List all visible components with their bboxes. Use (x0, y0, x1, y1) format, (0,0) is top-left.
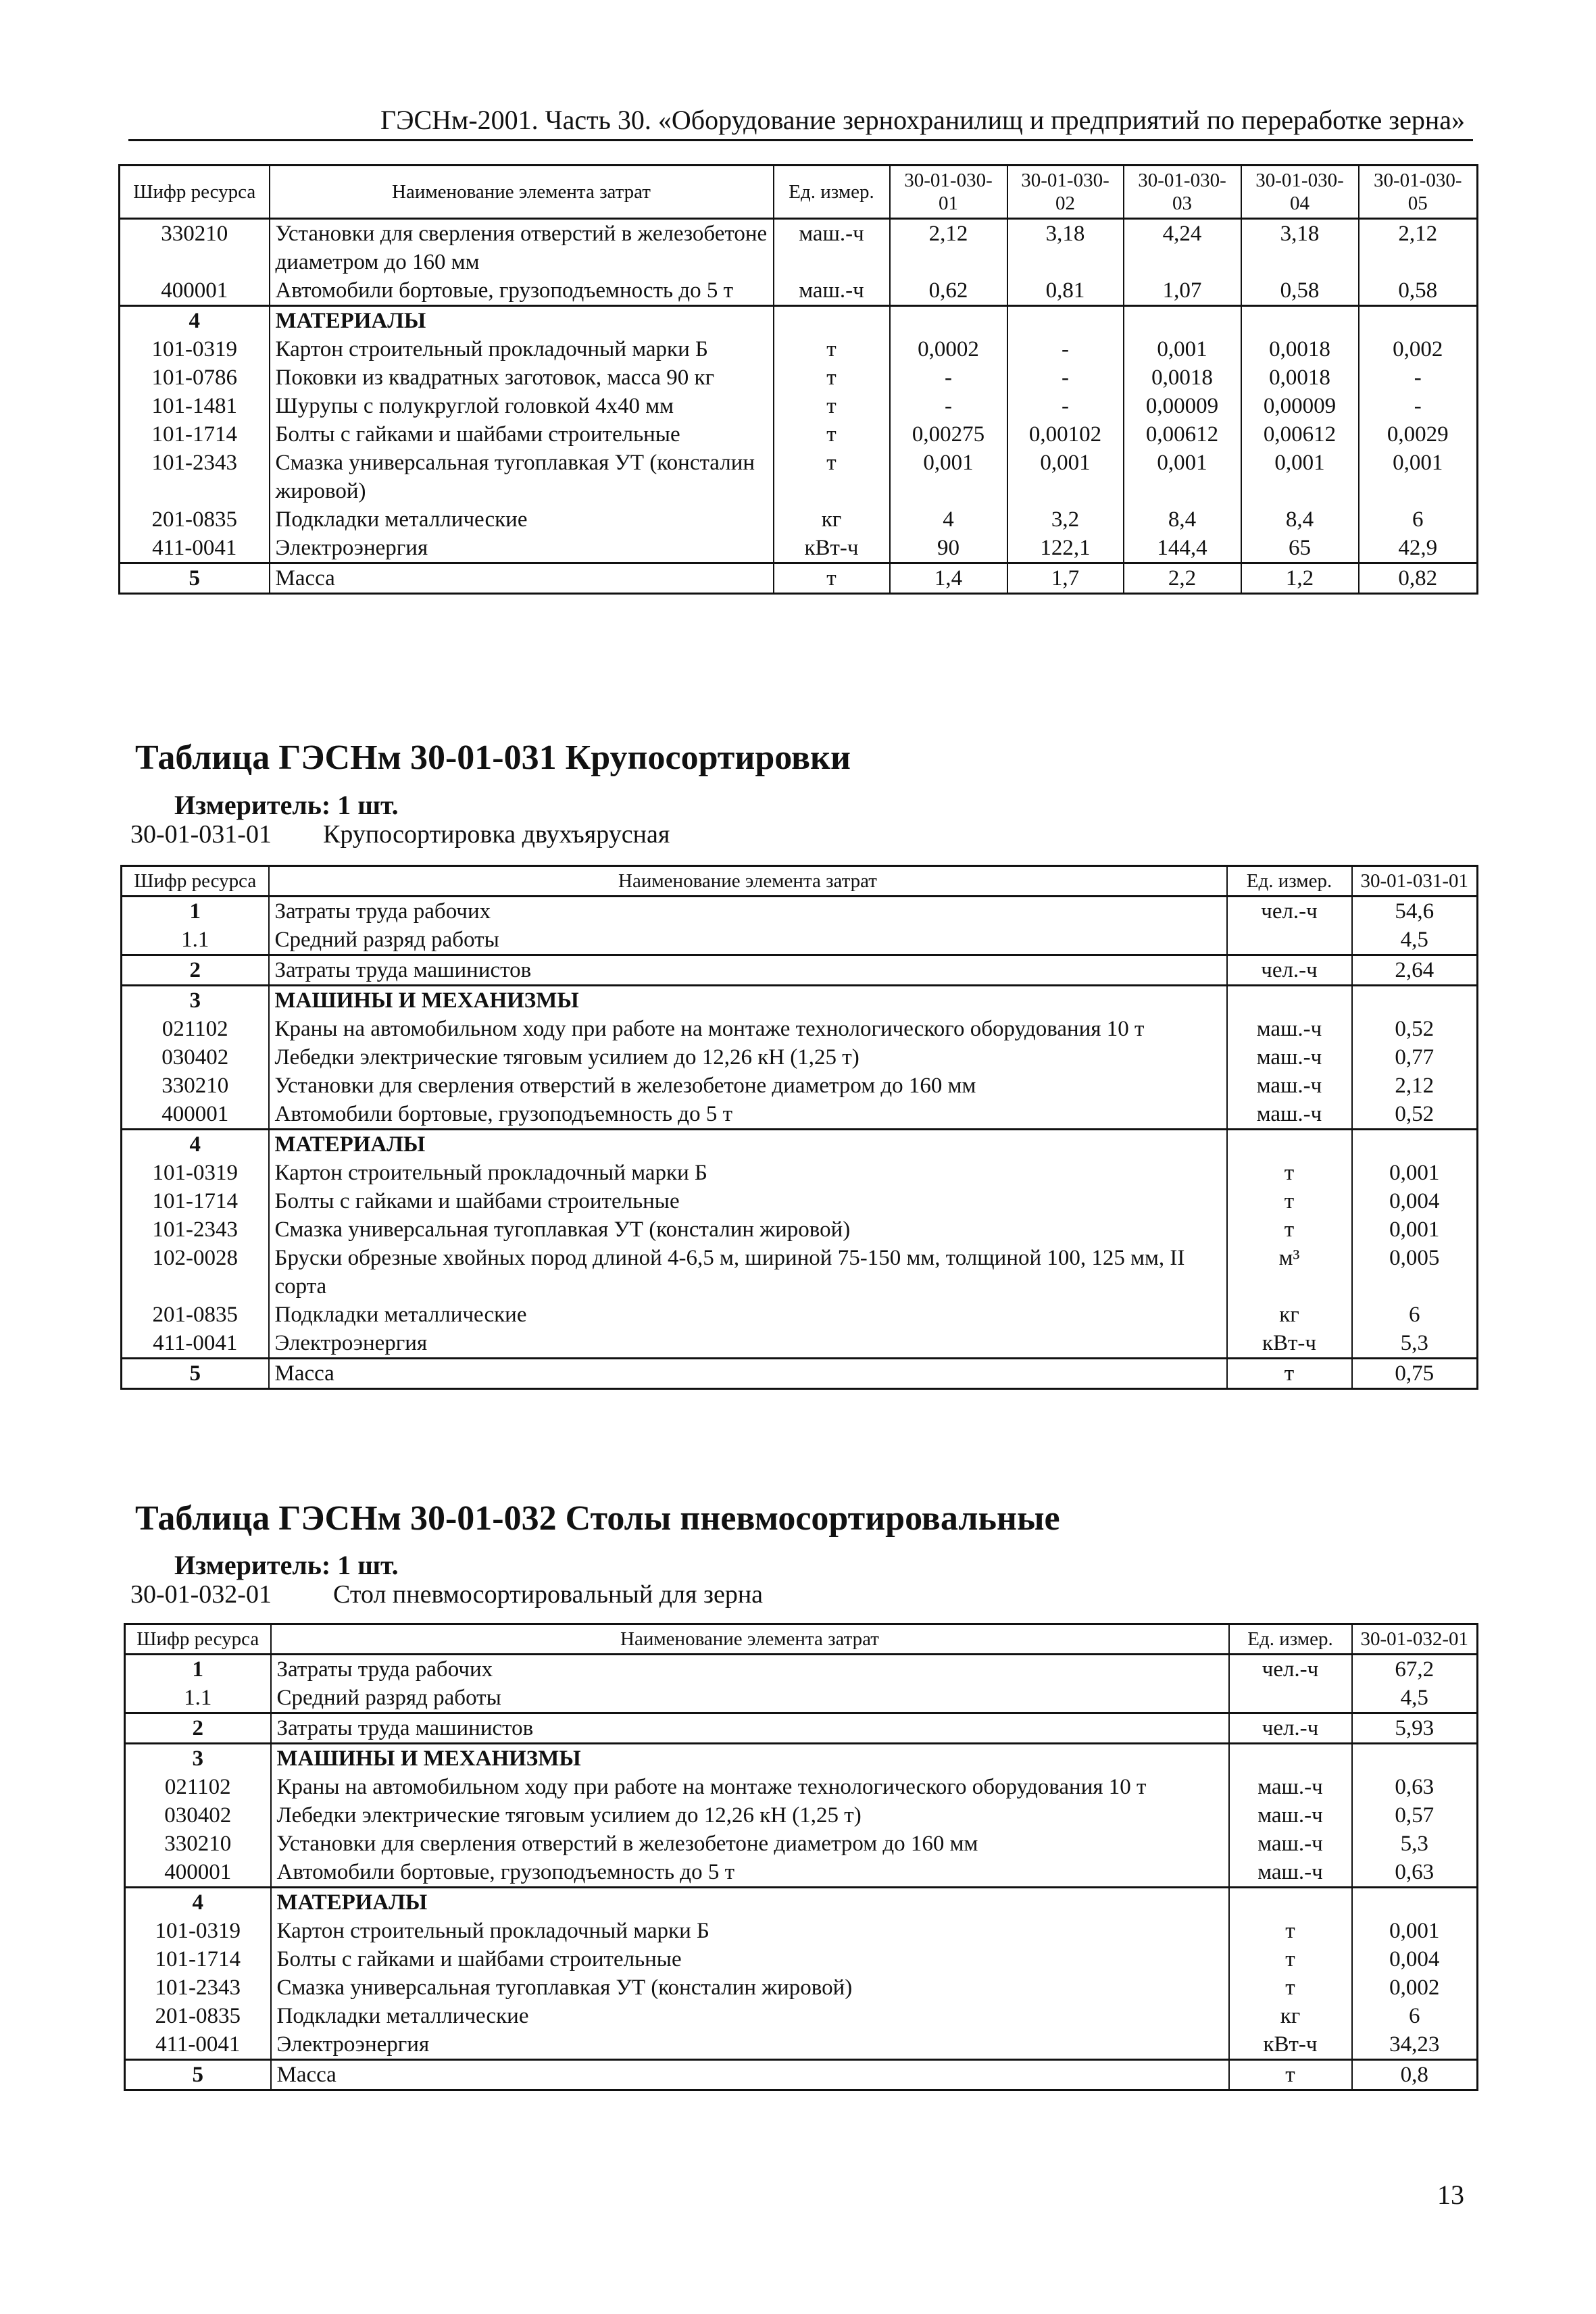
table-cell: Смазка универсальная тугоплавкая УТ (консталин жировой) (269, 1215, 1227, 1244)
table-cell: чел.-ч (1229, 1655, 1352, 1684)
table-cell: кг (1229, 2002, 1352, 2030)
table-cell: 101-1714 (125, 1945, 271, 1973)
table-cell: т (774, 420, 890, 449)
table-cell: маш.-ч (1229, 1858, 1352, 1888)
table-row (120, 335, 1478, 363)
table-cell: 021102 (125, 1773, 271, 1801)
table-cell: маш.-ч (1229, 1801, 1352, 1830)
table-cell: Бруски обрезные хвойных пород длиной 4-6,5 м, шириной 75-150 мм, толщиной 100, 125 мм, II сорта (269, 1244, 1227, 1301)
table-cell: 021102 (122, 1015, 269, 1043)
table-cell (1229, 1888, 1352, 1917)
table-row (125, 2060, 1478, 2090)
col-header: Наименование элемента затрат (271, 1624, 1229, 1655)
table-cell: 0,001 (1352, 1215, 1478, 1244)
table-cell: маш.-ч (1227, 1043, 1352, 1072)
table-cell: 2,2 (1124, 563, 1241, 594)
table-cell: 0,52 (1352, 1015, 1478, 1043)
table-row (122, 897, 1478, 926)
table-cell: МАШИНЫ И МЕХАНИЗМЫ (269, 986, 1227, 1015)
table-cell: - (1359, 392, 1478, 420)
table-cell: 5,3 (1352, 1830, 1478, 1858)
table-cell: 0,001 (1352, 1159, 1478, 1187)
table-cell: 0,82 (1359, 563, 1478, 594)
table-30-01-030 (118, 164, 1478, 595)
table-row (122, 955, 1478, 986)
table-cell: 6 (1359, 505, 1478, 534)
measure-label: Измеритель: 1 шт. (174, 790, 399, 820)
table-row (125, 1684, 1478, 1713)
table-cell: Лебедки электрические тяговым усилием до 12,26 кН (1,25 т) (271, 1801, 1229, 1830)
table-cell: Подкладки металлические (269, 1301, 1227, 1329)
table-cell: 0,001 (1241, 449, 1359, 505)
table-header (122, 866, 1478, 897)
table-30-01-031 (120, 865, 1478, 1390)
table-cell: МАТЕРИАЛЫ (270, 306, 774, 336)
table-cell: маш.-ч (774, 219, 890, 277)
table-cell: Затраты труда машинистов (269, 955, 1227, 986)
table-cell: 400001 (125, 1858, 271, 1888)
table-cell: - (1007, 392, 1124, 420)
table-cell: т (774, 335, 890, 363)
table-cell: Картон строительный прокладочный марки Б (270, 335, 774, 363)
table-cell: 1,4 (890, 563, 1007, 594)
table-cell: 201-0835 (120, 505, 270, 534)
table-cell: 0,001 (890, 449, 1007, 505)
table-cell: 030402 (125, 1801, 271, 1830)
table-cell: 1 (125, 1655, 271, 1684)
table-cell: 5 (125, 2060, 271, 2090)
table-cell: т (1229, 1945, 1352, 1973)
table-cell: кВт-ч (1229, 2030, 1352, 2060)
table-cell: 0,0018 (1124, 363, 1241, 392)
table-cell: кг (774, 505, 890, 534)
table-row (125, 2002, 1478, 2030)
table-cell: Картон строительный прокладочный марки Б (269, 1159, 1227, 1187)
table-row (120, 505, 1478, 534)
table-cell: - (1007, 363, 1124, 392)
table-cell: 0,57 (1352, 1801, 1478, 1830)
table-cell: маш.-ч (1229, 1830, 1352, 1858)
table-row (125, 1888, 1478, 1917)
table-cell: Средний разряд работы (271, 1684, 1229, 1713)
table-cell: МАТЕРИАЛЫ (269, 1130, 1227, 1159)
table-cell (1352, 1888, 1478, 1917)
table-cell: 0,52 (1352, 1100, 1478, 1130)
col-header: 30-01-030-02 (1007, 166, 1124, 219)
table-cell: МАТЕРИАЛЫ (271, 1888, 1229, 1917)
table-cell: маш.-ч (1227, 1015, 1352, 1043)
table-cell: 400001 (122, 1100, 269, 1130)
table-cell: 2 (122, 955, 269, 986)
col-header: 30-01-030-05 (1359, 166, 1478, 219)
table-cell: Смазка универсальная тугоплавкая УТ (консталин жировой) (270, 449, 774, 505)
col-header: Ед. измер. (1227, 866, 1352, 897)
measure-label: Измеритель: 1 шт. (174, 1550, 399, 1580)
table-cell: маш.-ч (1227, 1100, 1352, 1130)
table-cell: 0,00612 (1124, 420, 1241, 449)
table-cell: 5,3 (1352, 1329, 1478, 1359)
table-cell: Шурупы с полукруглой головкой 4х40 мм (270, 392, 774, 420)
table-cell: Автомобили бортовые, грузоподъемность до 5 т (270, 276, 774, 306)
table-row (125, 1945, 1478, 1973)
table-cell: 0,75 (1352, 1359, 1478, 1389)
table-cell: Лебедки электрические тяговым усилием до 12,26 кН (1,25 т) (269, 1043, 1227, 1072)
table-cell: 0,58 (1359, 276, 1478, 306)
table-cell: 0,8 (1352, 2060, 1478, 2090)
col-header: 30-01-030-03 (1124, 166, 1241, 219)
table-cell: т (1229, 1917, 1352, 1945)
table-cell: 8,4 (1241, 505, 1359, 534)
col-header: Наименование элемента затрат (269, 866, 1227, 897)
table-row (120, 534, 1478, 563)
table-cell: 0,004 (1352, 1187, 1478, 1215)
table-cell: 400001 (120, 276, 270, 306)
table-cell: 54,6 (1352, 897, 1478, 926)
table-cell: Затраты труда машинистов (271, 1713, 1229, 1744)
table-cell: т (1229, 2060, 1352, 2090)
table-row (125, 2030, 1478, 2060)
table-cell: 0,0002 (890, 335, 1007, 363)
table-cell: т (1227, 1187, 1352, 1215)
norm-subtitle (130, 820, 670, 849)
table-row (122, 1215, 1478, 1244)
table-cell: маш.-ч (1229, 1773, 1352, 1801)
table-cell: 0,001 (1007, 449, 1124, 505)
table-cell: 1,2 (1241, 563, 1359, 594)
table-cell (1229, 1684, 1352, 1713)
table-cell: 3 (122, 986, 269, 1015)
table-cell: 34,23 (1352, 2030, 1478, 2060)
col-header: Ед. измер. (774, 166, 890, 219)
col-header: 30-01-031-01 (1352, 866, 1478, 897)
table-cell: 3,18 (1241, 219, 1359, 277)
table-cell: 0,0029 (1359, 420, 1478, 449)
table-cell: 1,7 (1007, 563, 1124, 594)
table-row (125, 1713, 1478, 1744)
table-cell: 101-2343 (122, 1215, 269, 1244)
table-cell: - (1007, 335, 1124, 363)
table-cell: 0,002 (1359, 335, 1478, 363)
table-cell: 5 (122, 1359, 269, 1389)
table-row (122, 926, 1478, 955)
table-cell: Краны на автомобильном ходу при работе на монтаже технологического оборудования 10 т (269, 1015, 1227, 1043)
table-30-01-032 (124, 1623, 1478, 2091)
norm-code: 30-01-031-01 (130, 820, 272, 849)
table-cell (1227, 986, 1352, 1015)
table-row (122, 1244, 1478, 1301)
table-cell: 0,63 (1352, 1773, 1478, 1801)
running-header (128, 99, 1473, 141)
table-cell: 101-1714 (120, 420, 270, 449)
table-cell: 2,64 (1352, 955, 1478, 986)
table-row (125, 1744, 1478, 1774)
table-cell: Болты с гайками и шайбами строительные (269, 1187, 1227, 1215)
norm-name: Стол пневмосортировальный для зерна (333, 1580, 764, 1609)
table-cell: 1.1 (125, 1684, 271, 1713)
table-row (120, 363, 1478, 392)
table-cell (1227, 926, 1352, 955)
norm-code: 30-01-032-01 (130, 1580, 272, 1609)
col-header: 30-01-030-01 (890, 166, 1007, 219)
table-cell: т (1229, 1973, 1352, 2002)
table-row (120, 420, 1478, 449)
table-cell: - (890, 363, 1007, 392)
table-cell: 101-2343 (120, 449, 270, 505)
table-cell: Масса (269, 1359, 1227, 1389)
table-cell: т (1227, 1159, 1352, 1187)
table-cell: 0,00275 (890, 420, 1007, 449)
table-row (125, 1801, 1478, 1830)
table-cell: Болты с гайками и шайбами строительные (271, 1945, 1229, 1973)
table-cell: 4,24 (1124, 219, 1241, 277)
table-cell: 0,77 (1352, 1043, 1478, 1072)
table-cell: кг (1227, 1301, 1352, 1329)
table-cell: Установки для сверления отверстий в железобетоне диаметром до 160 мм (269, 1072, 1227, 1100)
table-cell: 1.1 (122, 926, 269, 955)
table-title: Таблица ГЭСНм 30-01-032 Столы пневмосортировальные (135, 1499, 1060, 1538)
table-cell: Установки для сверления отверстий в железобетоне диаметром до 160 мм (271, 1830, 1229, 1858)
table-title: Таблица ГЭСНм 30-01-031 Крупосортировки (135, 738, 851, 777)
table-cell: 2 (125, 1713, 271, 1744)
table-row (122, 1187, 1478, 1215)
table-cell: маш.-ч (1227, 1072, 1352, 1100)
norm-subtitle (130, 1580, 763, 1609)
table-cell: Масса (270, 563, 774, 594)
table-row (125, 1917, 1478, 1945)
table-cell: 67,2 (1352, 1655, 1478, 1684)
table-row (125, 1858, 1478, 1888)
table-cell: Электроэнергия (270, 534, 774, 563)
table-cell: - (890, 392, 1007, 420)
table-cell: 3 (125, 1744, 271, 1774)
table-cell: Болты с гайками и шайбами строительные (270, 420, 774, 449)
table-cell: 4 (125, 1888, 271, 1917)
table-cell: Автомобили бортовые, грузоподъемность до 5 т (271, 1858, 1229, 1888)
table-cell (1352, 986, 1478, 1015)
table-cell: 6 (1352, 1301, 1478, 1329)
table-cell: 5 (120, 563, 270, 594)
table-cell: 4,5 (1352, 1684, 1478, 1713)
table-cell: 42,9 (1359, 534, 1478, 563)
table-header (125, 1624, 1478, 1655)
table-cell (1359, 306, 1478, 336)
table-row (120, 449, 1478, 505)
table-cell: 0,001 (1124, 449, 1241, 505)
table-cell: Затраты труда рабочих (269, 897, 1227, 926)
table-cell: 8,4 (1124, 505, 1241, 534)
table-cell: МАШИНЫ И МЕХАНИЗМЫ (271, 1744, 1229, 1774)
table-row (120, 392, 1478, 420)
table-cell: 0,001 (1352, 1917, 1478, 1945)
table-cell: Смазка универсальная тугоплавкая УТ (консталин жировой) (271, 1973, 1229, 2002)
table-cell (1007, 306, 1124, 336)
table-cell: 101-0319 (125, 1917, 271, 1945)
table-cell: м³ (1227, 1244, 1352, 1301)
table-row (122, 986, 1478, 1015)
table-cell: 4 (890, 505, 1007, 534)
table-cell: Краны на автомобильном ходу при работе на монтаже технологического оборудования 10 т (271, 1773, 1229, 1801)
table-row (120, 276, 1478, 306)
table-cell: 101-1714 (122, 1187, 269, 1215)
table-cell: Средний разряд работы (269, 926, 1227, 955)
table-cell: Подкладки металлические (271, 2002, 1229, 2030)
table-cell: 2,12 (1352, 1072, 1478, 1100)
table-cell: 2,12 (890, 219, 1007, 277)
table-cell: 6 (1352, 2002, 1478, 2030)
table-cell: т (774, 363, 890, 392)
table-cell (1352, 1744, 1478, 1774)
table-cell: Установки для сверления отверстий в железобетоне диаметром до 160 мм (270, 219, 774, 277)
table-cell: т (1227, 1359, 1352, 1389)
table-cell: т (774, 563, 890, 594)
table-cell: 101-0319 (122, 1159, 269, 1187)
table-cell: 0,00009 (1241, 392, 1359, 420)
table-cell: 1,07 (1124, 276, 1241, 306)
table-cell: 0,00612 (1241, 420, 1359, 449)
table-cell (774, 306, 890, 336)
table-row (125, 1773, 1478, 1801)
table-cell: т (774, 392, 890, 420)
table-cell: 030402 (122, 1043, 269, 1072)
page-number: 13 (1437, 2180, 1464, 2210)
table-cell: 0,001 (1359, 449, 1478, 505)
col-header: Наименование элемента затрат (270, 166, 774, 219)
table-cell: Автомобили бортовые, грузоподъемность до 5 т (269, 1100, 1227, 1130)
table-row (120, 219, 1478, 277)
table-row (122, 1301, 1478, 1329)
table-cell: 4,5 (1352, 926, 1478, 955)
table-cell: 2,12 (1359, 219, 1478, 277)
table-row (125, 1830, 1478, 1858)
table-cell: 0,005 (1352, 1244, 1478, 1301)
table-row (120, 306, 1478, 336)
table-cell: 411-0041 (120, 534, 270, 563)
table-cell (890, 306, 1007, 336)
table-cell: 3,2 (1007, 505, 1124, 534)
table-header (120, 166, 1478, 219)
table-cell (1124, 306, 1241, 336)
table-cell: 0,001 (1124, 335, 1241, 363)
table-cell: Затраты труда рабочих (271, 1655, 1229, 1684)
table-cell: 4 (122, 1130, 269, 1159)
table-cell: 0,58 (1241, 276, 1359, 306)
table-cell: 102-0028 (122, 1244, 269, 1301)
table-cell: 0,81 (1007, 276, 1124, 306)
table-cell: 90 (890, 534, 1007, 563)
table-cell: 65 (1241, 534, 1359, 563)
table-cell: 0,62 (890, 276, 1007, 306)
table-row (122, 1359, 1478, 1389)
table-cell: кВт-ч (1227, 1329, 1352, 1359)
table-row (120, 563, 1478, 594)
table-cell: 144,4 (1124, 534, 1241, 563)
table-cell: Электроэнергия (269, 1329, 1227, 1359)
table-cell: 3,18 (1007, 219, 1124, 277)
table-cell: 330210 (125, 1830, 271, 1858)
table-cell: кВт-ч (774, 534, 890, 563)
table-cell: 0,002 (1352, 1973, 1478, 2002)
table-cell: Картон строительный прокладочный марки Б (271, 1917, 1229, 1945)
table-cell: 0,0018 (1241, 335, 1359, 363)
table-cell: 330210 (120, 219, 270, 277)
col-header: Шифр ресурса (125, 1624, 271, 1655)
table-row (122, 1015, 1478, 1043)
table-cell: 101-2343 (125, 1973, 271, 2002)
table-cell: 201-0835 (122, 1301, 269, 1329)
table-cell: т (1227, 1215, 1352, 1244)
table-row (122, 1043, 1478, 1072)
table-cell: 5,93 (1352, 1713, 1478, 1744)
table-cell (1352, 1130, 1478, 1159)
table-cell: 101-0319 (120, 335, 270, 363)
table-row (125, 1655, 1478, 1684)
table-cell: 201-0835 (125, 2002, 271, 2030)
table-cell (1227, 1130, 1352, 1159)
table-cell: 0,0018 (1241, 363, 1359, 392)
table-row (125, 1973, 1478, 2002)
table-row (122, 1159, 1478, 1187)
table-cell (1241, 306, 1359, 336)
table-cell: Поковки из квадратных заготовок, масса 90 кг (270, 363, 774, 392)
col-header: 30-01-032-01 (1352, 1624, 1478, 1655)
table-cell: Электроэнергия (271, 2030, 1229, 2060)
table-cell: - (1359, 363, 1478, 392)
table-cell: 1 (122, 897, 269, 926)
table-cell: чел.-ч (1229, 1713, 1352, 1744)
table-cell: 122,1 (1007, 534, 1124, 563)
table-row (122, 1100, 1478, 1130)
header-text: ГЭСНм-2001. Часть 30. «Оборудование зернохранилищ и предприятий по переработке зерна» (380, 105, 1465, 135)
table-cell: 0,63 (1352, 1858, 1478, 1888)
norm-name: Крупосортировка двухъярусная (323, 820, 670, 849)
table-cell: 411-0041 (122, 1329, 269, 1359)
table-cell: 0,00102 (1007, 420, 1124, 449)
table-cell: 4 (120, 306, 270, 336)
col-header: Шифр ресурса (120, 166, 270, 219)
table-cell: чел.-ч (1227, 955, 1352, 986)
table-cell: 0,00009 (1124, 392, 1241, 420)
table-cell: 330210 (122, 1072, 269, 1100)
table-cell: 101-0786 (120, 363, 270, 392)
table-cell: 101-1481 (120, 392, 270, 420)
table-cell (1229, 1744, 1352, 1774)
col-header: Шифр ресурса (122, 866, 269, 897)
table-cell: маш.-ч (774, 276, 890, 306)
table-row (122, 1130, 1478, 1159)
table-cell: Масса (271, 2060, 1229, 2090)
table-cell: чел.-ч (1227, 897, 1352, 926)
table-row (122, 1329, 1478, 1359)
table-cell: Подкладки металлические (270, 505, 774, 534)
col-header: Ед. измер. (1229, 1624, 1352, 1655)
col-header: 30-01-030-04 (1241, 166, 1359, 219)
table-cell: т (774, 449, 890, 505)
table-cell: 411-0041 (125, 2030, 271, 2060)
table-cell: 0,004 (1352, 1945, 1478, 1973)
table-row (122, 1072, 1478, 1100)
